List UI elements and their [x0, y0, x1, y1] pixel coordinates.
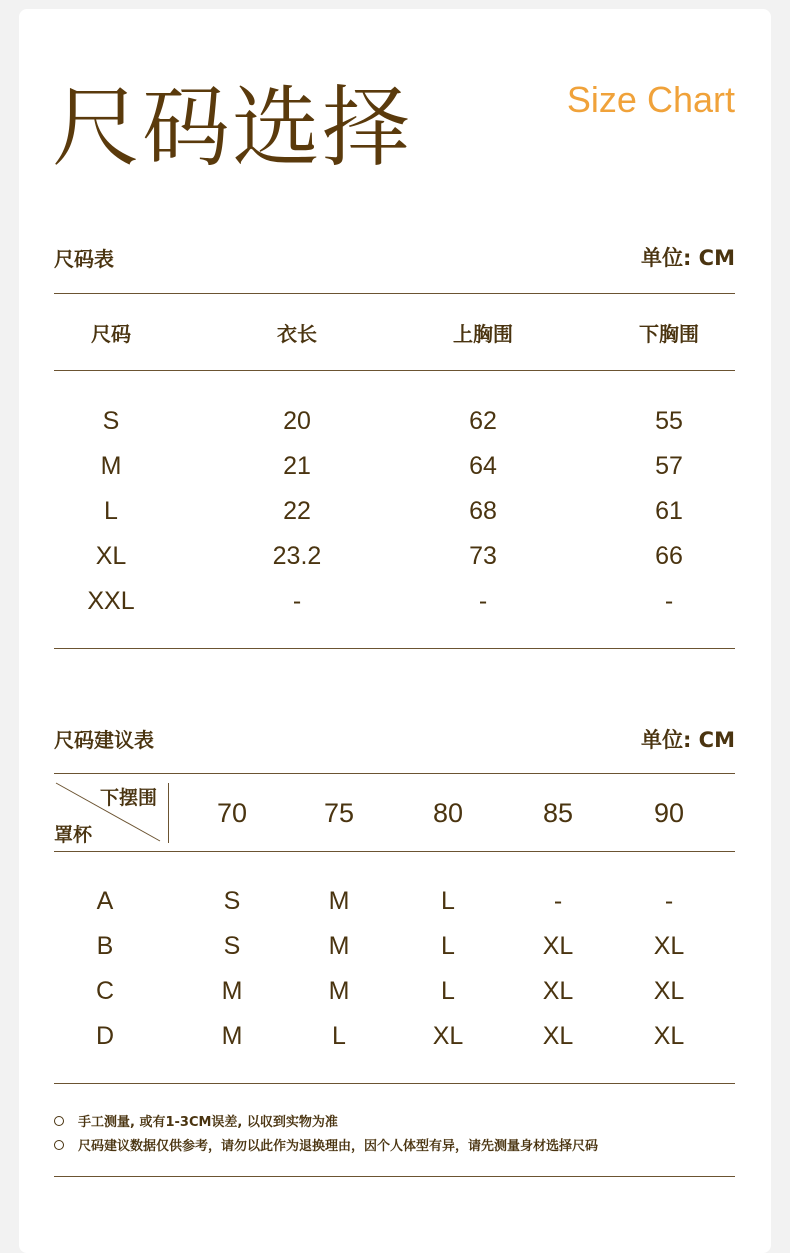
size-table-bottom-rule [54, 648, 735, 649]
recommend-table-cell: S [223, 887, 241, 915]
size-table-title: 尺码表 [54, 247, 114, 271]
recommend-table-cell: XL [653, 932, 685, 960]
recommend-table-cell: XL [653, 977, 685, 1005]
recommend-table-cell: L [441, 887, 455, 915]
size-table-cell: 57 [655, 452, 683, 480]
recommend-table-top-rule [54, 773, 735, 774]
size-table-header-cell: 尺码 [91, 322, 131, 346]
note-text: 手工测量, 或有1-3CM误差, 以収到实物为准 [78, 1115, 338, 1130]
recommend-table-cell: M [221, 977, 243, 1005]
size-table-header-cell: 下胸围 [639, 322, 699, 346]
size-table-cell: S [102, 407, 120, 435]
recommend-table-cell: XL [653, 1022, 685, 1050]
circle-bullet-icon [54, 1116, 64, 1126]
recommend-table-bottom-rule [54, 1083, 735, 1084]
size-table-cell: 55 [655, 407, 683, 435]
size-chart-card [19, 9, 771, 1253]
note-text: 尺码建议数据仅供参考，请勿以此作为退换理由，因个人体型有异，请先测量身材选择尺码 [78, 1139, 599, 1154]
corner-label-cup: 罩杯 [54, 824, 93, 846]
size-table-unit: 单位: CM [640, 246, 735, 270]
recommend-table-cell: XL [432, 1022, 464, 1050]
size-table-top-rule [54, 293, 735, 294]
recommend-table-cell: L [441, 977, 455, 1005]
size-table-cell: - [664, 587, 674, 615]
size-table-header-rule [54, 370, 735, 371]
recommend-table-header-cell: 75 [323, 798, 355, 828]
recommend-table-cup-cell: D [95, 1022, 115, 1050]
recommend-table-cell: L [441, 932, 455, 960]
size-table-header-cell: 上胸围 [453, 322, 513, 346]
recommend-table-cell: S [223, 932, 241, 960]
recommend-table-cup-cell: C [95, 977, 115, 1005]
size-table-cell: 23.2 [272, 542, 322, 570]
size-table-cell: 62 [469, 407, 497, 435]
size-table-cell: XL [95, 542, 127, 570]
corner-label-hem: 下摆围 [100, 787, 158, 809]
recommend-table-unit: 单位: CM [640, 728, 735, 752]
size-table-cell: 64 [469, 452, 497, 480]
recommend-table-header-cell: 70 [216, 798, 248, 828]
recommend-table-cell: M [221, 1022, 243, 1050]
size-table-cell: 73 [469, 542, 497, 570]
circle-bullet-icon [54, 1140, 64, 1150]
size-table-cell: XXL [87, 587, 135, 615]
note-item [54, 1135, 598, 1154]
size-table-cell: - [292, 587, 302, 615]
size-table-cell: - [478, 587, 488, 615]
size-table-cell: M [100, 452, 122, 480]
recommend-table-cell: M [328, 977, 350, 1005]
note-item [54, 1111, 338, 1130]
recommend-table-cup-cell: B [96, 932, 114, 960]
size-table-cell: 61 [655, 497, 683, 525]
size-table-cell: 21 [283, 452, 311, 480]
recommend-table-cell: XL [542, 977, 574, 1005]
size-table-cell: 66 [655, 542, 683, 570]
page-subtitle: Size Chart [566, 79, 735, 120]
recommend-table-header-cell: 90 [653, 798, 685, 828]
recommend-table-cell: - [553, 887, 563, 915]
size-table-cell: L [104, 497, 118, 525]
recommend-table-header-cell: 80 [432, 798, 464, 828]
size-table-header-cell: 衣长 [277, 322, 317, 346]
size-table-cell: 68 [469, 497, 497, 525]
recommend-table-cell: XL [542, 932, 574, 960]
recommend-table-title: 尺码建议表 [54, 728, 154, 752]
size-table-cell: 20 [283, 407, 311, 435]
notes-bottom-rule [54, 1176, 735, 1177]
recommend-table-cell: - [664, 887, 674, 915]
recommend-table-cell: M [328, 887, 350, 915]
recommend-table-cup-cell: A [96, 887, 114, 915]
corner-separator [168, 783, 169, 843]
recommend-table-cell: M [328, 932, 350, 960]
recommend-table-cell: XL [542, 1022, 574, 1050]
recommend-table-cell: L [332, 1022, 346, 1050]
recommend-table-header-rule [54, 851, 735, 852]
page-title: 尺码选择 [52, 76, 413, 179]
recommend-table-header-cell: 85 [542, 798, 574, 828]
size-table-cell: 22 [283, 497, 311, 525]
